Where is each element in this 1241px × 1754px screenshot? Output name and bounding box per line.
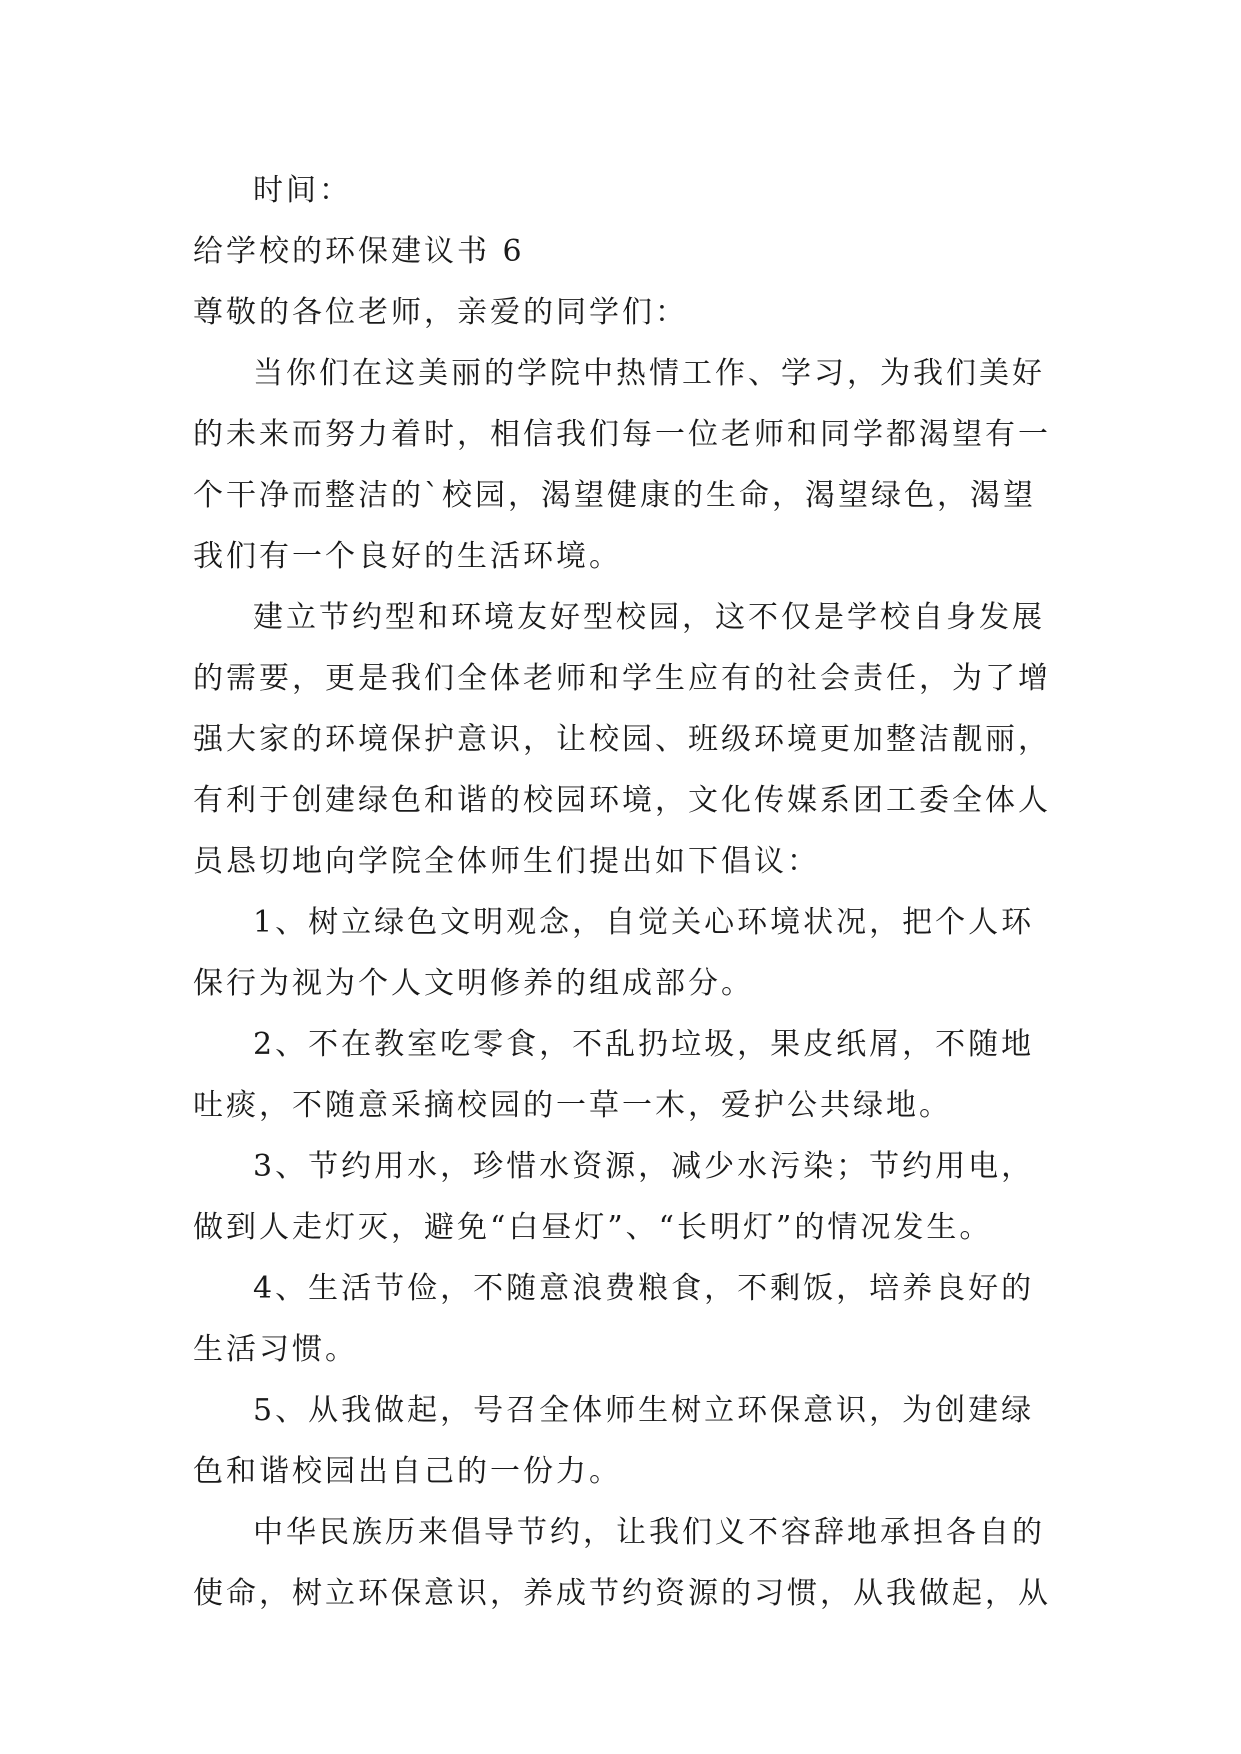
body-line: 生活习惯。 bbox=[193, 1332, 358, 1367]
document-body bbox=[193, 160, 1053, 1624]
body-line: 中华民族历来倡导节约，让我们义不容辞地承担各自的 bbox=[253, 1515, 1045, 1550]
body-line: 保行为视为个人文明修养的组成部分。 bbox=[193, 966, 754, 1001]
salutation: 尊敬的各位老师，亲爱的同学们： bbox=[193, 295, 688, 330]
body-text bbox=[193, 343, 1053, 1624]
body-line: 4、生活节俭，不随意浪费粮食，不剩饭，培养良好的 bbox=[253, 1271, 1035, 1306]
time-label: 时间： bbox=[253, 173, 352, 208]
body-line: 我们有一个良好的生活环境。 bbox=[193, 539, 622, 574]
body-line: 2、不在教室吃零食，不乱扔垃圾，果皮纸屑，不随地 bbox=[253, 1027, 1035, 1062]
body-line: 个干净而整洁的`校园，渴望健康的生命，渴望绿色，渴望 bbox=[193, 478, 1036, 513]
body-line: 吐痰，不随意采摘校园的一草一木，爱护公共绿地。 bbox=[193, 1088, 952, 1123]
body-line: 员恳切地向学院全体师生们提出如下倡议： bbox=[193, 844, 820, 879]
body-line: 建立节约型和环境友好型校园，这不仅是学校自身发展 bbox=[253, 600, 1045, 635]
body-line: 做到人走灯灭，避免“白昼灯”、“长明灯”的情况发生。 bbox=[193, 1210, 993, 1245]
body-line: 3、节约用水，珍惜水资源，减少水污染；节约用电， bbox=[253, 1149, 1035, 1184]
body-line: 使命，树立环保意识，养成节约资源的习惯，从我做起，从 bbox=[193, 1576, 1051, 1611]
body-line: 的需要，更是我们全体老师和学生应有的社会责任，为了增 bbox=[193, 661, 1051, 696]
body-line: 的未来而努力着时，相信我们每一位老师和同学都渴望有一 bbox=[193, 417, 1051, 452]
body-line: 5、从我做起，号召全体师生树立环保意识，为创建绿 bbox=[253, 1393, 1035, 1428]
document-title: 给学校的环保建议书 6 bbox=[193, 234, 525, 269]
body-line: 强大家的环境保护意识，让校园、班级环境更加整洁靓丽， bbox=[193, 722, 1051, 757]
body-line: 色和谐校园出自己的一份力。 bbox=[193, 1454, 622, 1489]
body-line: 有利于创建绿色和谐的校园环境，文化传媒系团工委全体人 bbox=[193, 783, 1051, 818]
body-line: 当你们在这美丽的学院中热情工作、学习，为我们美好 bbox=[253, 356, 1045, 391]
body-line: 1、树立绿色文明观念，自觉关心环境状况，把个人环 bbox=[253, 905, 1035, 940]
